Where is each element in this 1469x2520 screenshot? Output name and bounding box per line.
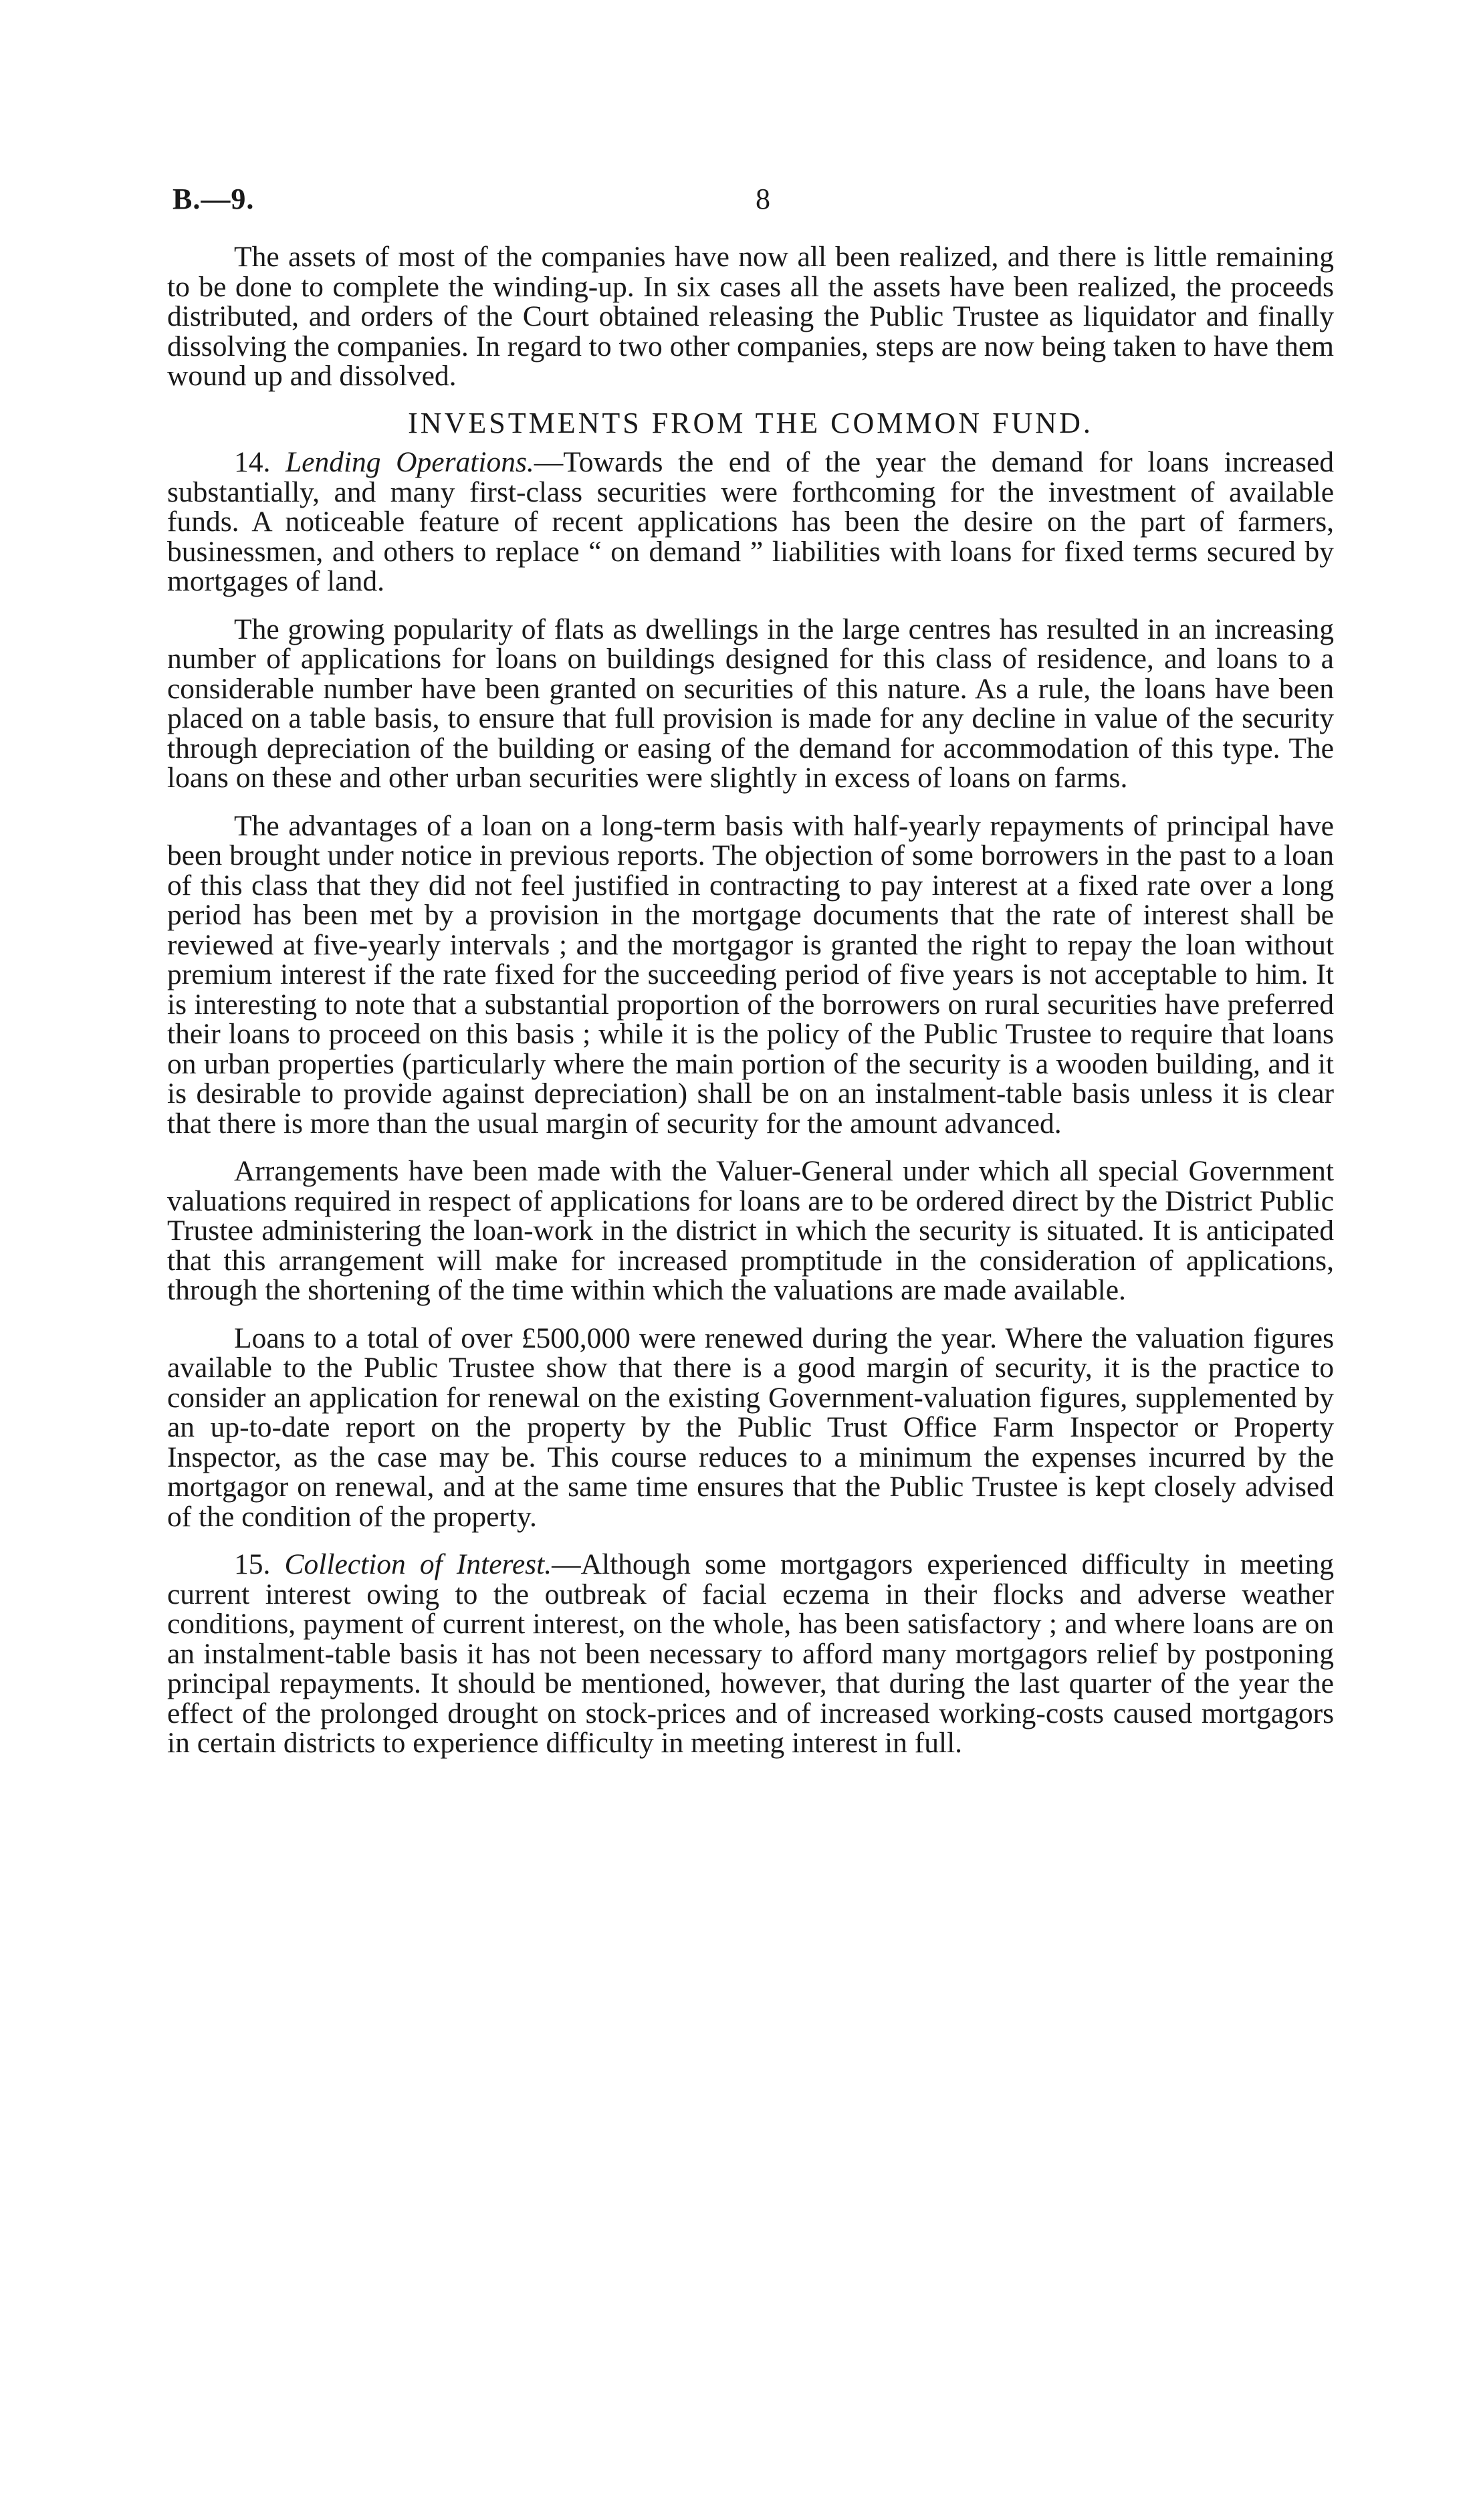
paragraph-text: —Although some mortgagors experienced difficulty in meeting current interest owing to the outbreak of facial eczema in their flocks and adverse weather conditions, payment of current interest, on the whole, has been satisfactory ; and where loans are on an instalment-table basis it has not been necessary to afford many mortgagors relief by postponing principal repayments. It should be mentioned, however, that during the last quarter of the year the effect of the prolonged drought on stock-prices and of increased working-costs caused mortgagors in certain districts to experience difficulty in meeting interest in full. bbox=[167, 1548, 1334, 1759]
document-reference: B.—9. bbox=[173, 183, 255, 215]
subsection-title: Collection of Interest. bbox=[284, 1548, 552, 1580]
section-number: 14. bbox=[234, 446, 271, 478]
paragraph-long-term-loans: The advantages of a loan on a long-term basis with half-yearly repayments of principal have been brought under notice in previous reports. The objection of some borrowers in the past to a loan of this class that they did not feel justified in contracting to pay interest at a fixed rate over a long period has been met by a provision in the mortgage documents that the rate of interest shall be reviewed at five-yearly intervals ; and the mortgagor is granted the right to repay the loan without premium interest if the rate fixed for the succeeding period of five years is not acceptable to him. It is interesting to note that a substantial proportion of the borrowers on rural securities have preferred their loans to proceed on this basis ; while it is the policy of the Public Trustee to require that loans on urban properties (particularly where the main portion of the security is a wooden building, and it is desirable to provide against depreciation) shall be on an instalment-table basis unless it is clear that there is more than the usual margin of security for the amount advanced. bbox=[167, 809, 1334, 1140]
paragraph-text: —Towards the end of the year the demand for loans increased substantially, and many first-class securities were forthcoming for the investment of available funds. A noticeable feature of recent applications has been the desire on the part of farmers, businessmen, and others to replace “ on demand ” liabilities with loans for fixed terms secured by mortgages of land. bbox=[167, 446, 1334, 597]
paragraph-flats: The growing popularity of flats as dwellings in the large centres has resulted in an increasing number of applications for loans on buildings designed for this class of residence, and loans to a considerable number have been granted on securities of this nature. As a rule, the loans have been placed on a table basis, to ensure that full provision is made for any decline in value of the security through depreciation of the building or easing of the demand for accommodation of this type. The loans on these and other urban securities were slightly in excess of loans on farms. bbox=[167, 613, 1334, 794]
paragraph-renewals: Loans to a total of over £500,000 were renewed during the year. Where the valuation figures available to the Public Trustee show that there is a good margin of security, it is the practice to consider an application for renewal on the existing Government-valuation figures, supplemented by an up-to-date report on the property by the Public Trust Office Farm Inspector or Property Inspector, as the case may be. This course reduces to a minimum the expenses incurred by the mortgagor on renewal, and at the same time ensures that the Public Trustee is kept closely advised of the condition of the property. bbox=[167, 1322, 1334, 1533]
page-number: 8 bbox=[756, 183, 770, 215]
paragraph-winding-up: The assets of most of the companies have now all been realized, and there is little remaining to be done to complete the winding-up. In six cases all the assets have been realized, the proceeds distributed, and orders of the Court obtained releasing the Public Trustee as liquidator and finally dissolving the companies. In regard to two other companies, steps are now being taken to have them wound up and dissolved. bbox=[167, 241, 1334, 392]
body-text bbox=[167, 242, 1334, 1776]
section-heading: INVESTMENTS FROM THE COMMON FUND. bbox=[408, 406, 1093, 439]
paragraph-lending-operations bbox=[167, 447, 1334, 597]
paragraph-collection-of-interest bbox=[167, 1550, 1334, 1758]
section-number: 15. bbox=[234, 1548, 271, 1580]
subsection-title: Lending Operations. bbox=[285, 446, 534, 478]
paragraph-valuer-general: Arrangements have been made with the Valuer-General under which all special Government valuations required in respect of applications for loans are to be ordered direct by the District Public Trustee administering the loan-work in the district in which the security is situated. It is anticipated that this arrangement will make for increased promptitude in the consideration of applications, through the shortening of the time within which the valuations are made available. bbox=[167, 1155, 1334, 1306]
